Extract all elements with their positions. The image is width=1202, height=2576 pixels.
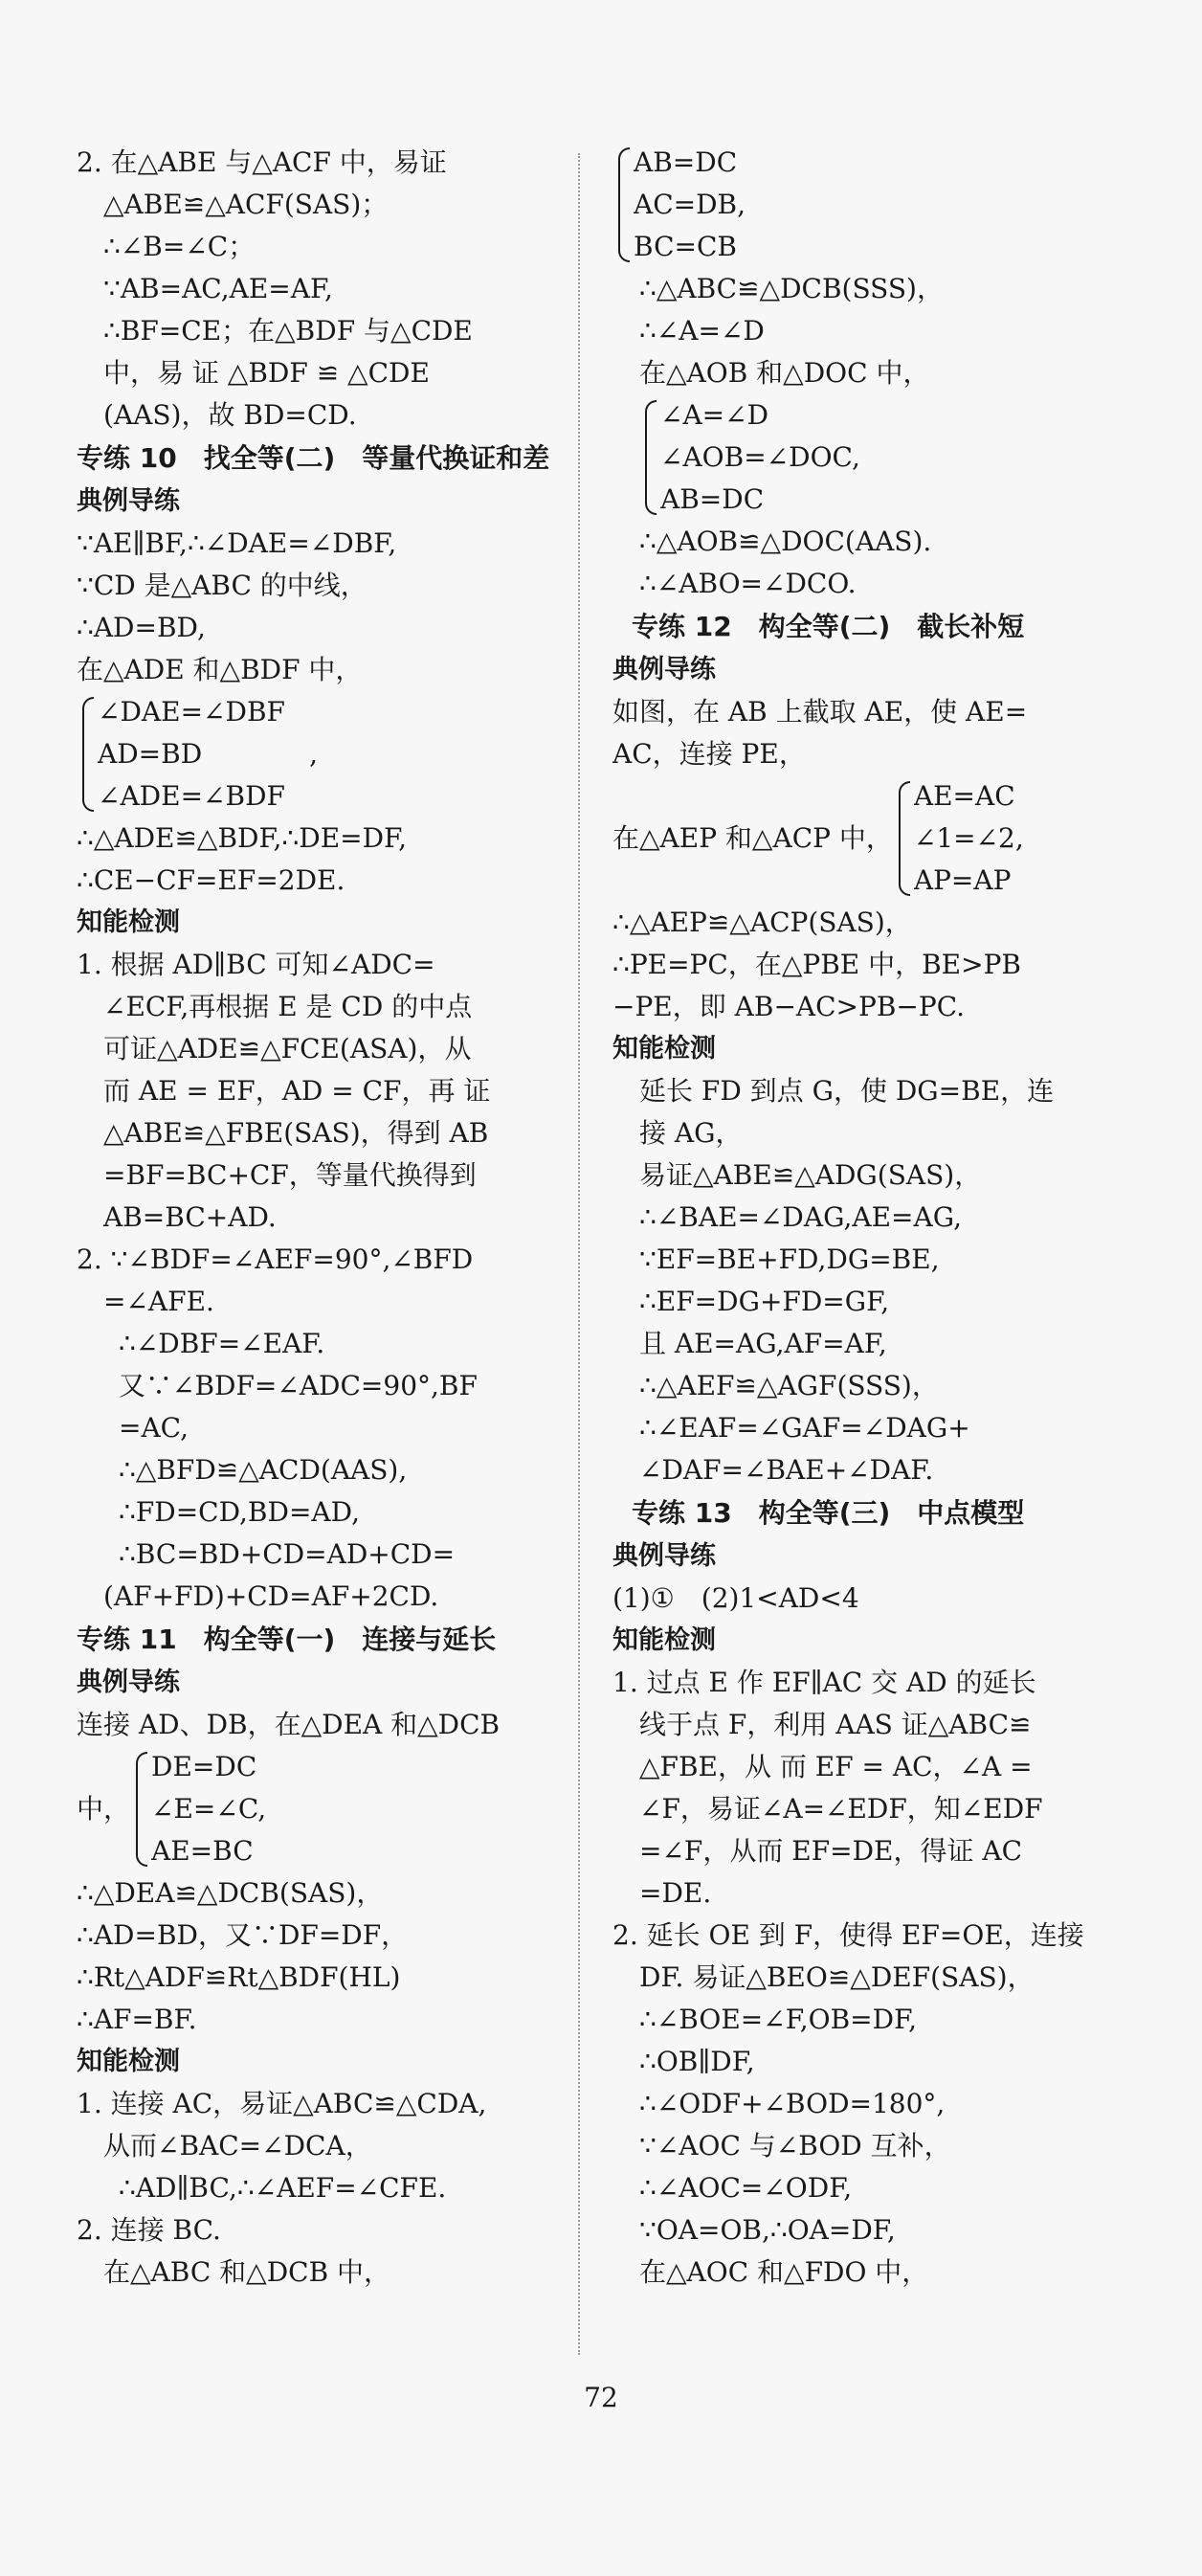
system-line: ∠AOB=∠DOC,	[660, 441, 860, 473]
text-line: 2. ∵∠BDF=∠AEF=90°,∠BFD	[77, 1243, 474, 1275]
text-line: =AC,	[119, 1412, 189, 1444]
text-line: ∴∠ODF+∠BOD=180°,	[639, 2088, 946, 2119]
subheading-example: 典例导练	[77, 486, 180, 516]
text-line: =BF=BC+CF，等量代换得到	[103, 1159, 477, 1191]
text-line: ∵CD 是△ABC 的中线，	[77, 570, 367, 601]
text-line: 如图，在 AB 上截取 AE，使 AE=	[612, 696, 1028, 728]
text-line: (1)① (2)1<AD<4	[612, 1582, 859, 1614]
system-line: ∠1=∠2,	[913, 822, 1024, 854]
text-line: ∴AD=BD，又∵DF=DF，	[77, 1919, 409, 1951]
text-line: ∵OA=OB,∴OA=DF,	[639, 2214, 896, 2246]
text-line: 在△AOC 和△FDO 中，	[639, 2256, 929, 2288]
text-line: 从而∠BAC=∠DCA，	[103, 2130, 372, 2162]
text-line: ∠DAF=∠BAE+∠DAF.	[639, 1454, 934, 1486]
text-line: 连接 AD、DB，在△DEA 和△DCB	[77, 1709, 501, 1740]
text-line: ∠F，易证∠A=∠EDF，知∠EDF	[639, 1793, 1043, 1825]
text-line: DF. 易证△BEO≌△DEF(SAS)，	[639, 1961, 1035, 1993]
subheading-example: 典例导练	[77, 1668, 180, 1697]
inline-system-row	[612, 775, 1091, 902]
system-line: BC=CB	[634, 231, 737, 262]
text-line: 1. 连接 AC，易证△ABC≌△CDA,	[77, 2088, 487, 2119]
text-line: 在△ADE 和△BDF 中，	[77, 654, 363, 685]
text-line: ∴△BFD≌△ACD(AAS),	[119, 1454, 408, 1486]
text-line: ∴∠A=∠D	[639, 315, 765, 347]
text-line: ∴OB∥DF,	[639, 2046, 755, 2077]
text-line: 延长 FD 到点 G，使 DG=BE，连	[639, 1075, 1055, 1107]
system-line: DE=DC	[151, 1751, 257, 1782]
text-line: 可证△ADE≌△FCE(ASA)，从	[103, 1033, 472, 1064]
text-line: ∴∠DBF=∠EAF.	[119, 1328, 325, 1359]
text-line: ∵∠AOC 与∠BOD 互补，	[639, 2130, 951, 2162]
text-line: 线于点 F，利用 AAS 证△ABC≌	[639, 1709, 1032, 1740]
text-line: 接 AG，	[639, 1117, 743, 1149]
text-line: ∴△ABC≌△DCB(SSS)，	[639, 273, 944, 304]
system-line: AE=AC	[913, 780, 1015, 812]
equation-system	[893, 775, 1024, 902]
text-line: ∴AF=BF.	[77, 2004, 197, 2035]
text-line: ∴∠AOC=∠ODF,	[639, 2172, 853, 2204]
system-line: AC=DB,	[634, 189, 746, 220]
text-line: 中，易 证 △BDF ≌ △CDE	[103, 357, 430, 389]
text-line: 2. 延长 OE 到 F，使得 EF=OE，连接	[612, 1919, 1084, 1951]
system-line: ∠DAE=∠DBF	[98, 696, 285, 728]
text-line: 又∵∠BDF=∠ADC=90°,BF	[119, 1370, 478, 1401]
text-line: ∴PE=PC，在△PBE 中，BE>PB	[612, 949, 1022, 980]
system-line: AE=BC	[151, 1835, 254, 1867]
text-line: AB=BC+AD.	[103, 1201, 277, 1233]
subheading-check: 知能检测	[77, 2047, 180, 2076]
text-line: ∴△AEP≌△ACP(SAS)，	[612, 907, 912, 938]
inline-system-row	[77, 1746, 563, 1872]
text-line: △ABE≌△FBE(SAS)，得到 AB	[103, 1117, 489, 1149]
equation-system	[639, 394, 1091, 521]
text-line: AC，连接 PE，	[612, 738, 806, 770]
system-line: AB=DC	[634, 146, 738, 178]
text-line: △ABE≌△ACF(SAS)；	[103, 189, 389, 220]
text-line: ∴△ADE≌△BDF,∴DE=DF,	[77, 822, 408, 854]
text-line: 2. 在△ABE 与△ACF 中，易证	[77, 146, 447, 178]
text-line: ∴AD∥BC,∴∠AEF=∠CFE.	[119, 2172, 447, 2204]
system-line: AB=DC	[660, 483, 765, 515]
system-line: ∠A=∠D	[660, 399, 769, 431]
text-line: ∴FD=CD,BD=AD,	[119, 1496, 360, 1528]
system-prefix: 在△AEP 和△ACP 中，	[612, 822, 893, 854]
section-heading-10: 专练 10 找全等(二) 等量代换证和差	[77, 442, 550, 474]
text-line: ∴△AOB≌△DOC(AAS).	[639, 526, 932, 557]
text-line: ∴∠BOE=∠F,OB=DF,	[639, 2004, 918, 2035]
text-line: ∴∠EAF=∠GAF=∠DAG+	[639, 1412, 970, 1444]
text-line: ∵AE∥BF,∴∠DAE=∠DBF,	[77, 527, 397, 559]
section-heading-12: 专练 12 构全等(二) 截长补短	[632, 611, 1025, 642]
text-line: (AF+FD)+CD=AF+2CD.	[103, 1580, 439, 1612]
text-line: ∴AD=BD,	[77, 612, 206, 643]
text-line: ∴∠ABO=∠DCO.	[639, 568, 857, 599]
system-line: ∠E=∠C,	[151, 1793, 267, 1825]
right-column	[612, 142, 1091, 2294]
equation-system	[612, 142, 1091, 268]
section-heading-11: 专练 11 构全等(一) 连接与延长	[77, 1624, 497, 1655]
text-line: 在△ABC 和△DCB 中，	[103, 2256, 391, 2288]
text-line: △FBE，从 而 EF = AC，∠A =	[639, 1751, 1033, 1782]
text-line: ∴Rt△ADF≌Rt△BDF(HL)	[77, 1961, 401, 1993]
text-line: =∠AFE.	[103, 1286, 214, 1317]
text-line: ∴△AEF≌△AGF(SSS)，	[639, 1370, 939, 1401]
text-line: ∴EF=DG+FD=GF,	[639, 1286, 890, 1317]
text-line: ∴BC=BD+CD=AD+CD=	[119, 1538, 456, 1570]
system-line: ∠ADE=∠BDF	[98, 780, 285, 812]
left-column	[77, 142, 563, 2294]
equation-system	[77, 691, 563, 818]
text-line: ∴BF=CE；在△BDF 与△CDE	[103, 315, 473, 347]
text-line: ∴∠B=∠C；	[103, 231, 256, 262]
section-heading-13: 专练 13 构全等(三) 中点模型	[632, 1497, 1025, 1529]
text-line: =DE.	[639, 1877, 712, 1909]
text-line: 在△AOB 和△DOC 中，	[639, 357, 930, 389]
page-number: 72	[584, 2382, 618, 2413]
text-line: ∴△DEA≌△DCB(SAS)，	[77, 1877, 384, 1909]
subheading-check: 知能检测	[612, 1034, 716, 1064]
system-line: AD=BD ,	[98, 738, 319, 770]
text-line: 1. 过点 E 作 EF∥AC 交 AD 的延长	[612, 1667, 1036, 1698]
column-divider	[578, 153, 580, 2355]
subheading-check: 知能检测	[77, 907, 180, 937]
text-line: (AAS)，故 BD=CD.	[103, 399, 357, 431]
text-line: =∠F，从而 EF=DE，得证 AC	[639, 1835, 1023, 1867]
subheading-example: 典例导练	[612, 655, 716, 684]
system-line: AP=AP	[913, 864, 1012, 896]
text-line: ∵AB=AC,AE=AF,	[103, 273, 333, 304]
text-line: ∴∠BAE=∠DAG,AE=AG,	[639, 1201, 962, 1233]
text-line: ∠ECF,再根据 E 是 CD 的中点	[103, 991, 473, 1022]
text-line: ∵EF=BE+FD,DG=BE,	[639, 1243, 940, 1275]
equation-system	[130, 1746, 266, 1872]
text-line: 2. 连接 BC.	[77, 2214, 221, 2246]
text-line: 而 AE = EF，AD = CF，再 证	[103, 1075, 491, 1107]
text-line: ∴CE−CF=EF=2DE.	[77, 864, 345, 896]
system-prefix: 中，	[77, 1793, 131, 1825]
text-line: −PE，即 AB−AC>PB−PC.	[612, 991, 966, 1022]
subheading-check: 知能检测	[612, 1625, 716, 1655]
text-line: 易证△ABE≌△ADG(SAS)，	[639, 1159, 982, 1191]
text-line: 1. 根据 AD∥BC 可知∠ADC=	[77, 949, 435, 980]
subheading-example: 典例导练	[612, 1541, 716, 1571]
text-line: 且 AE=AG,AF=AF,	[639, 1328, 887, 1359]
